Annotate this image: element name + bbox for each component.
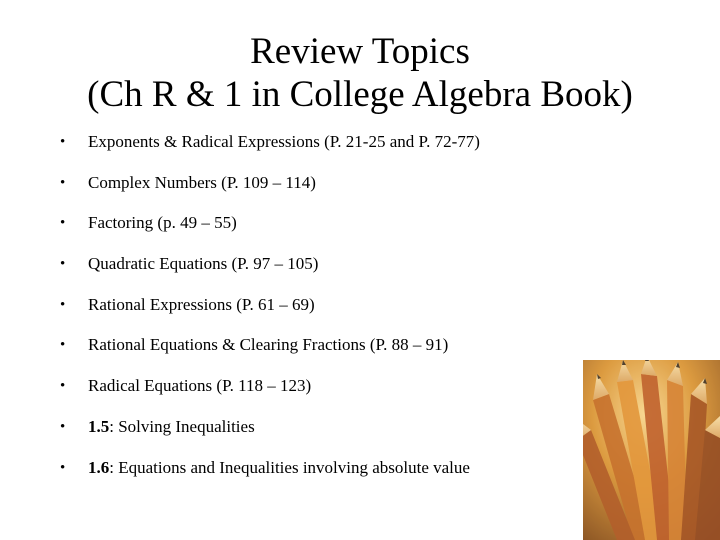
topic-description: Rational Expressions (P. 61 – 69) [88, 294, 315, 314]
bullet-icon: • [60, 418, 66, 435]
bullet-icon: • [60, 134, 66, 150]
bullet-icon: • [60, 337, 66, 354]
title-line-2: (Ch R & 1 in College Algebra Book) [87, 74, 633, 115]
bullet-icon: • [60, 256, 66, 273]
topic-text [88, 333, 448, 357]
topic-description: Complex Numbers (P. 109 – 114) [88, 172, 316, 192]
topic-description: Exponents & Radical Expressions (P. 21-25 and P. 72-77) [88, 132, 480, 151]
topic-description: Rational Equations & Clearing Fractions (P. 88 – 91) [88, 335, 449, 355]
title-line-1: Review Topics [250, 31, 470, 72]
topic-section-number: 1.5 [88, 416, 110, 436]
topic-text [88, 171, 316, 195]
bullet-icon: • [60, 174, 66, 191]
pencils-icon [583, 360, 720, 540]
topic-text [88, 211, 237, 235]
slide-title [0, 30, 720, 116]
topic-description: Radical Equations (P. 118 – 123) [88, 376, 312, 396]
topic-text [88, 456, 470, 480]
topic-text [88, 293, 315, 317]
topic-section-number: 1.6 [88, 457, 110, 477]
topic-description: Factoring (p. 49 – 55) [88, 213, 237, 233]
topic-text [88, 252, 318, 276]
bullet-icon: • [60, 378, 66, 395]
topic-text [88, 374, 311, 398]
topic-description: : Equations and Inequalities involving absolute value [109, 457, 470, 477]
topic-text [88, 130, 480, 154]
topic-description: : Solving Inequalities [109, 416, 255, 436]
bullet-icon: • [60, 215, 66, 232]
topic-description: Quadratic Equations (P. 97 – 105) [88, 254, 319, 274]
colored-pencils-photo [583, 360, 720, 540]
bullet-icon: • [60, 459, 66, 476]
bullet-icon: • [60, 296, 66, 313]
topic-text [88, 415, 255, 439]
